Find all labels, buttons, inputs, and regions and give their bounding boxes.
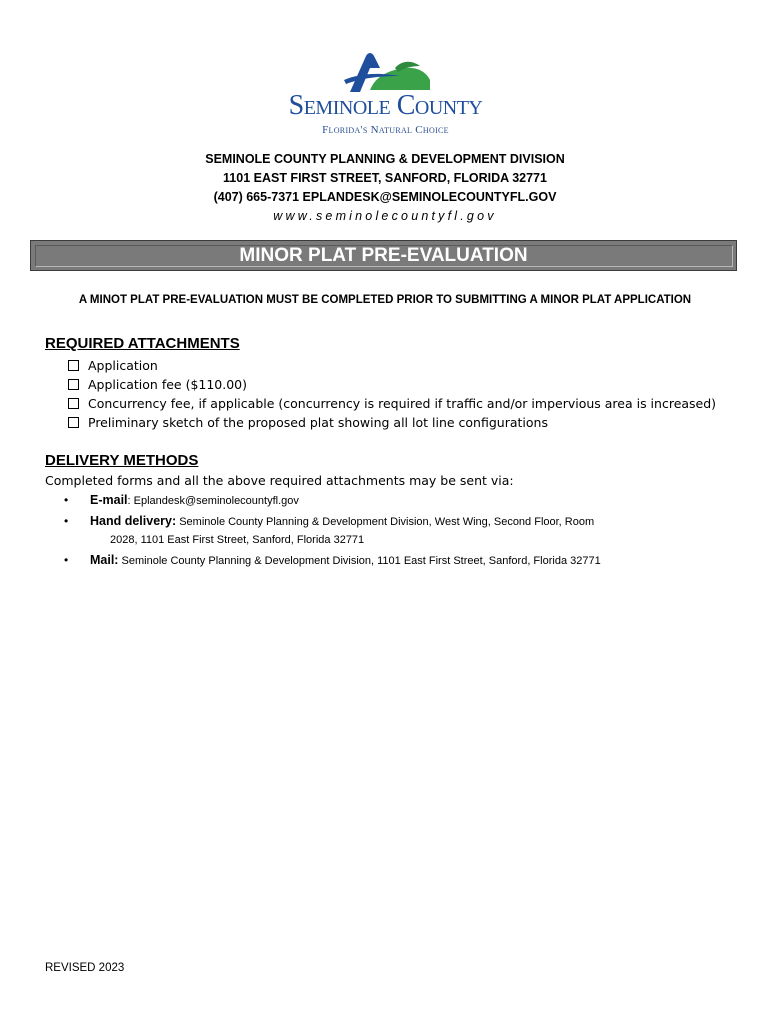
logo-emblem-icon xyxy=(340,50,432,94)
checklist-item-label: Application fee ($110.00) xyxy=(88,377,248,392)
bullet-icon: • xyxy=(64,493,69,507)
checklist-item xyxy=(68,394,716,413)
delivery-mail-item xyxy=(64,551,714,570)
hand-delivery-label: Hand delivery: xyxy=(90,514,177,528)
checkbox-concurrency-fee[interactable] xyxy=(68,398,79,409)
mail-address: Seminole County Planning & Development Division, 1101 East First Street, Sanford, Florida 32771 xyxy=(118,555,601,567)
hand-delivery-address-continued: 2028, 1101 East First Street, Sanford, Florida 32771 xyxy=(110,534,365,546)
division-address: 1101 EAST FIRST STREET, SANFORD, FLORIDA 32771 xyxy=(223,171,547,185)
delivery-email-item xyxy=(64,491,714,510)
checklist-item xyxy=(68,413,716,432)
checklist-item-label: Concurrency fee, if applicable (concurrency is required if traffic and/or impervious area is increased) xyxy=(88,396,717,411)
checkbox-application[interactable] xyxy=(68,360,79,371)
division-contact: (407) 665-7371 EPLANDESK@SEMINOLECOUNTYFL.GOV xyxy=(213,190,557,204)
delivery-methods-list xyxy=(64,491,714,572)
checkbox-application-fee[interactable] xyxy=(68,379,79,390)
attachments-heading: REQUIRED ATTACHMENTS xyxy=(45,335,240,352)
logo-tagline: Florida's Natural Choice xyxy=(322,124,449,136)
page-title: MINOR PLAT PRE-EVALUATION xyxy=(239,245,528,266)
hand-delivery-address: Seminole County Planning & Development Division, West Wing, Second Floor, Room xyxy=(176,516,595,528)
division-name: SEMINOLE COUNTY PLANNING & DEVELOPMENT DIVISION xyxy=(205,152,565,166)
checklist-item xyxy=(68,356,716,375)
delivery-heading: DELIVERY METHODS xyxy=(45,452,199,469)
attachments-checklist xyxy=(68,356,716,432)
checklist-item xyxy=(68,375,716,394)
bullet-icon: • xyxy=(64,553,69,567)
email-address-link[interactable]: : Eplandesk@seminolecountyfl.gov xyxy=(127,495,299,507)
email-label: E-mail xyxy=(90,493,128,507)
checkbox-preliminary-sketch[interactable] xyxy=(68,417,79,428)
delivery-intro: Completed forms and all the above required attachments may be sent via: xyxy=(45,473,514,488)
mail-label: Mail: xyxy=(90,553,119,567)
delivery-hand-item xyxy=(64,512,714,549)
seminole-county-logo xyxy=(278,50,493,142)
division-website: www.seminolecountyfl.gov xyxy=(273,209,497,223)
requirement-notice: A MINOT PLAT PRE-EVALUATION MUST BE COMPLETED PRIOR TO SUBMITTING A MINOR PLAT APPLICATION xyxy=(78,294,692,306)
logo-county-name: Seminole County xyxy=(288,90,483,121)
title-banner xyxy=(30,240,737,271)
checklist-item-label: Preliminary sketch of the proposed plat showing all lot line configurations xyxy=(88,415,548,430)
revision-note: REVISED 2023 xyxy=(45,962,125,974)
checklist-item-label: Application xyxy=(88,358,158,373)
bullet-icon: • xyxy=(64,514,69,528)
